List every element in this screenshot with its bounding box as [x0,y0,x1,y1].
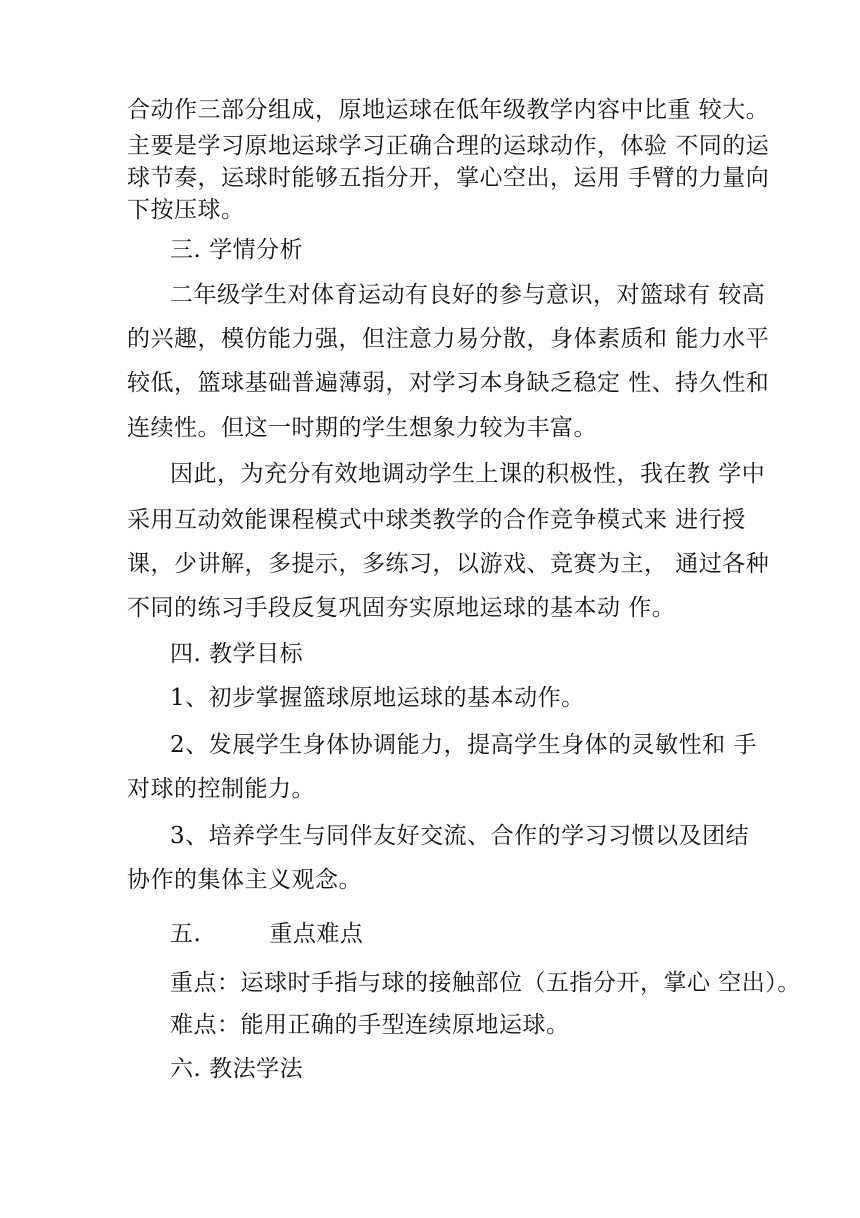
paragraph-line: 难点：能用正确的手型连续原地运球。 [170,1012,570,1038]
paragraph-line: 协作的集体主义观念。 [127,867,362,893]
section-number: 五. [170,921,202,947]
paragraph-line: 下按压球。 [127,197,245,223]
section-heading: 六. 教法学法 [170,1056,304,1082]
paragraph-line: 二年级学生对体育运动有良好的参与意识，对篮球有 较高 [170,282,766,308]
paragraph-line: 的兴趣，模仿能力强，但注意力易分散，身体素质和 能力水平 [127,326,770,352]
paragraph-line: 课，少讲解，多提示，多练习，以游戏、竞赛为主， 通过各种 [127,551,770,577]
list-item: 3、培养学生与同伴友好交流、合作的学习习惯以及团结 [170,823,750,849]
paragraph-line: 合动作三部分组成，原地运球在低年级教学内容中比重 较大。 [127,97,770,123]
section-heading: 四. 教学目标 [170,641,304,667]
paragraph-line: 较低，篮球基础普遍薄弱，对学习本身缺乏稳定 性、持久性和 [127,370,770,396]
paragraph-line: 主要是学习原地运球学习正确合理的运球动作，体验 不同的运 [127,133,770,159]
paragraph-line: 因此，为充分有效地调动学生上课的积极性，我在教 学中 [170,461,766,487]
list-item: 1、初步掌握篮球原地运球的基本动作。 [170,685,585,711]
section-title: 重点难点 [269,921,364,947]
paragraph-line: 连续性。但这一时期的学生想象力较为丰富。 [127,415,597,441]
list-item: 2、发展学生身体协调能力，提高学生身体的灵敏性和 手 [170,732,757,758]
paragraph-line: 不同的练习手段反复巩固夯实原地运球的基本动 作。 [127,595,676,621]
section-heading [170,920,363,948]
paragraph-line: 球节奏，运球时能够五指分开，掌心空出，运用 手臂的力量向 [127,165,770,191]
section-heading: 三. 学情分析 [170,237,304,263]
paragraph-line: 采用互动效能课程模式中球类教学的合作竞争模式来 进行授 [127,507,746,533]
paragraph-line: 对球的控制能力。 [127,776,315,802]
paragraph-line: 重点：运球时手指与球的接触部位（五指分开，掌心 空出）。 [170,970,801,996]
